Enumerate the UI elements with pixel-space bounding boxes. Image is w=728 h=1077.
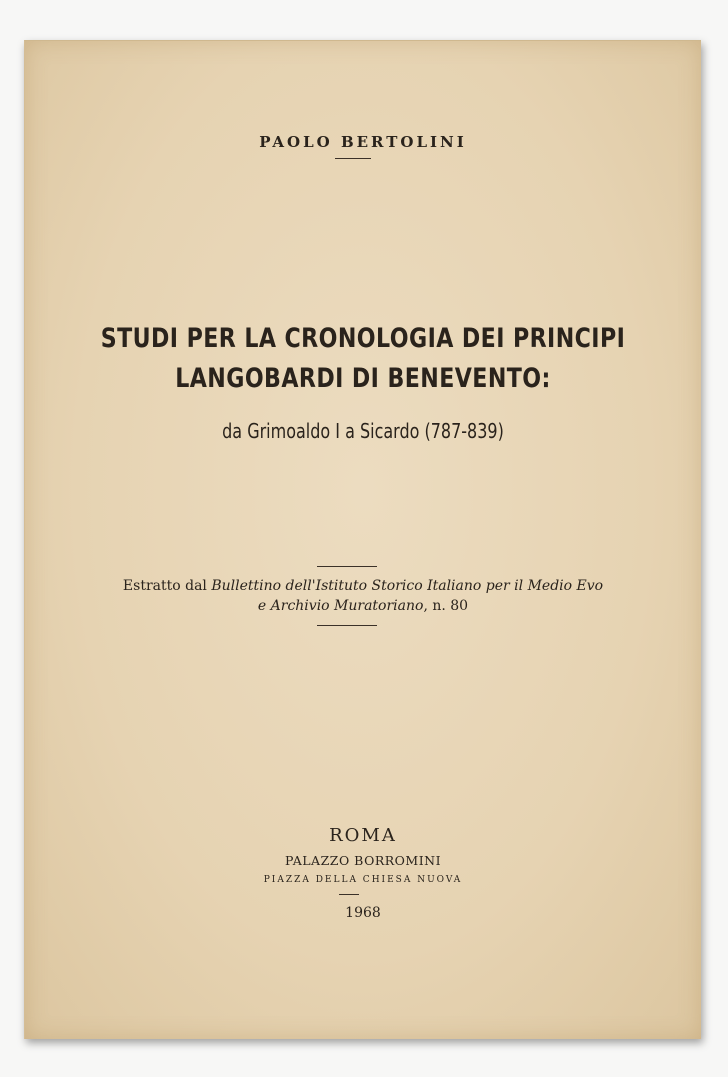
extract-journal-2: e Archivio Muratoriano xyxy=(257,598,424,614)
publication-city: ROMA xyxy=(329,825,397,846)
title-line-1: STUDI PER LA CRONOLOGIA DEI PRINCIPI xyxy=(100,323,626,354)
address-rule xyxy=(339,894,359,895)
extract-suffix: , n. 80 xyxy=(423,598,469,614)
book-title xyxy=(86,319,640,399)
extract-note xyxy=(25,576,701,616)
publisher-address: PIAZZA DELLA CHIESA NUOVA xyxy=(263,875,463,885)
extract-rule-top xyxy=(317,566,377,567)
book-subtitle: da Grimoaldo I a Sicardo (787-839) xyxy=(222,419,504,443)
extract-line-2 xyxy=(25,596,701,616)
extract-journal-1: Bullettino dell'Istituto Storico Italiano per il Medio Evo xyxy=(211,578,604,594)
author-rule xyxy=(335,158,371,159)
extract-rule-bottom xyxy=(317,625,377,626)
book-cover xyxy=(24,40,701,1039)
publisher-name: PALAZZO BORROMINI xyxy=(284,853,442,868)
publication-year: 1968 xyxy=(345,905,381,921)
title-line-2: LANGOBARDI DI BENEVENTO: xyxy=(175,363,551,394)
extract-prefix: Estratto dal xyxy=(122,578,212,594)
extract-line-1 xyxy=(25,576,701,596)
author-name: PAOLO BERTOLINI xyxy=(259,133,467,151)
